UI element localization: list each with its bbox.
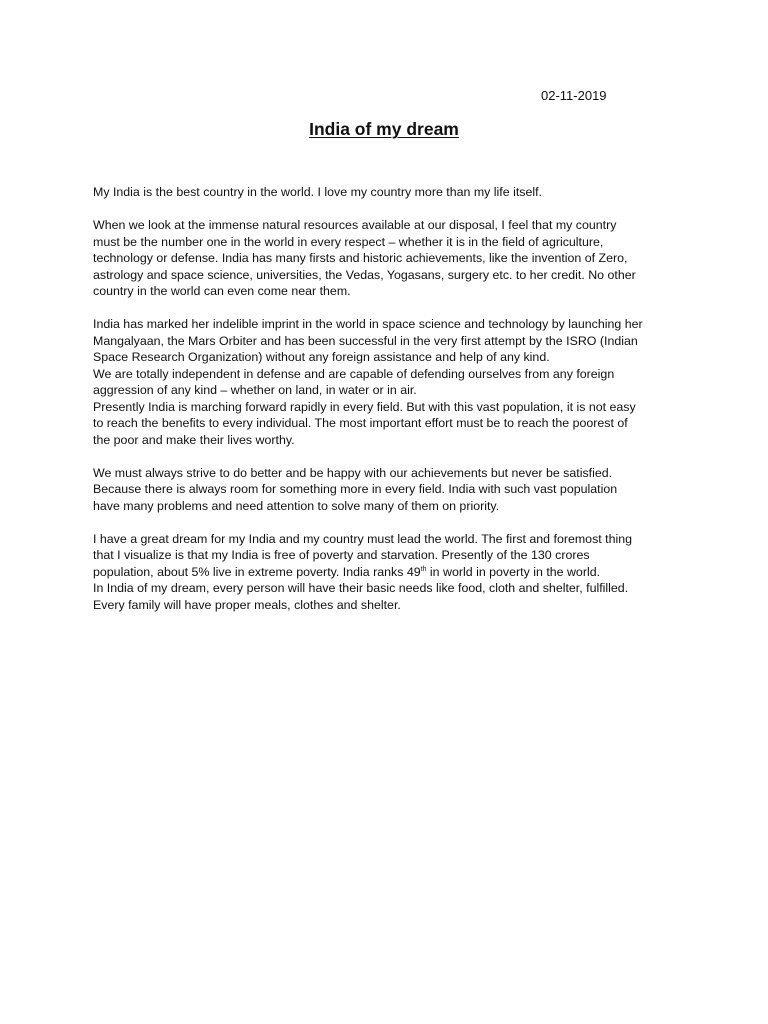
text-line: Space Research Organization) without any foreign assistance and help of any kind. <box>93 350 550 364</box>
text-line: I have a great dream for my India and my country must lead the world. The first and foremost thing <box>93 531 633 546</box>
text-line: have many problems and need attention to solve many of them on priority. <box>93 498 500 513</box>
text-line: Every family will have proper meals, clothes and shelter. <box>93 597 401 612</box>
paragraph-space-science <box>93 316 683 448</box>
text-line: technology or defense. India has many firsts and historic achievements, like the invention of Zero, <box>93 251 628 265</box>
text-line: Because there is always room for something more in every field. India with such vast population <box>93 482 618 496</box>
text-line: We must always strive to do better and be happy with our achievements but never be satisfied. <box>93 465 613 480</box>
document-body <box>93 184 683 630</box>
text-line: Presently India is marching forward rapidly in every field. But with this vast population, it is not easy <box>93 399 636 414</box>
text-line: My India is the best country in the world. I love my country more than my life itself. <box>93 185 542 199</box>
text-line: aggression of any kind – whether on land, in water or in air. <box>93 383 417 397</box>
text-line: In India of my dream, every person will have their basic needs like food, cloth and shelter, fulfilled. <box>93 581 629 595</box>
document-date: 02-11-2019 <box>541 88 607 103</box>
paragraph-great-dream <box>93 531 683 614</box>
paragraph-intro <box>93 184 683 201</box>
text-segment: in world in poverty in the world. <box>426 564 601 579</box>
text-line: the poor and make their lives worthy. <box>93 432 295 447</box>
text-line-with-superscript <box>93 564 683 581</box>
text-line: to reach the benefits to every individual. The most important effort must be to reach the poorest of <box>93 416 628 430</box>
ordinal-superscript: th <box>420 565 427 573</box>
text-line: that I visualize is that my India is free of poverty and starvation. Presently of the 130 crores <box>93 548 590 562</box>
paragraph-strive <box>93 465 683 515</box>
text-line: Mangalyaan, the Mars Orbiter and has been successful in the very first attempt by the ISRO (Indian <box>93 333 638 348</box>
paragraph-natural-resources <box>93 217 683 300</box>
text-line: country in the world can even come near them. <box>93 284 351 298</box>
text-line: India has marked her indelible imprint in the world in space science and technology by launching her <box>93 317 643 331</box>
text-line: must be the number one in the world in every respect – whether it is in the field of agriculture, <box>93 234 604 249</box>
text-line: When we look at the immense natural resources available at our disposal, I feel that my country <box>93 218 617 232</box>
text-line: astrology and space science, universities, the Vedas, Yogasans, surgery etc. to her credit. No other <box>93 267 636 282</box>
text-line: We are totally independent in defense and are capable of defending ourselves from any foreign <box>93 366 615 381</box>
text-segment: population, about 5% live in extreme poverty. India ranks 49 <box>93 564 421 579</box>
document-title: India of my dream <box>309 119 459 139</box>
